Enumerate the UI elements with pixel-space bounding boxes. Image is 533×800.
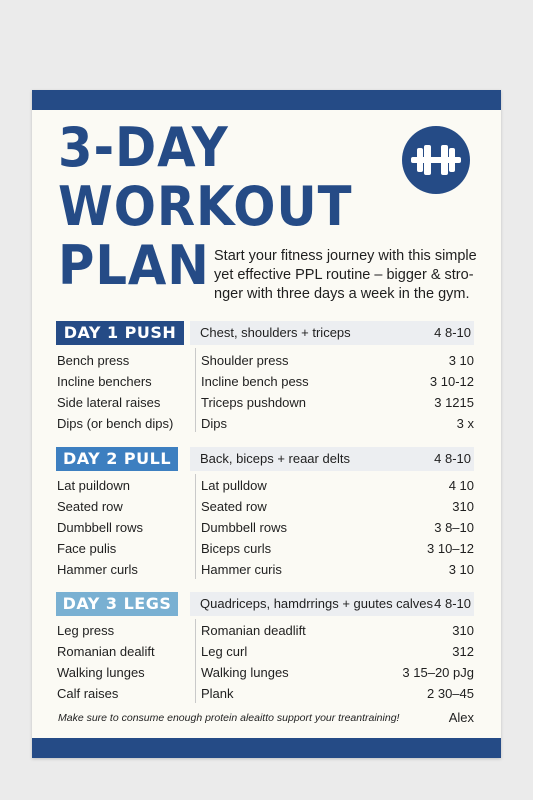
table-row (56, 559, 474, 580)
day-1-label: DAY 1 PUSH (56, 321, 184, 345)
exercise-primary: Dips (or bench dips) (57, 416, 174, 431)
table-row (56, 517, 474, 538)
intro-line: yet effective PPL routine – bigger & stro- (214, 267, 474, 283)
day-3-sets: 4 8-10 (434, 596, 471, 611)
day-3-header (56, 592, 474, 616)
exercise-secondary: Romanian deadlift (201, 623, 306, 638)
title-line: WORKOUT (58, 175, 353, 238)
sets-reps: 3 10-12 (429, 374, 474, 389)
exercise-secondary: Leg curl (201, 644, 248, 659)
day-3-bar (190, 592, 474, 616)
sets-reps: 3 15–20 pJg (402, 665, 474, 680)
exercise-primary: Leg press (57, 623, 115, 638)
exercise-secondary: Dips (201, 416, 228, 431)
sets-reps: 312 (452, 644, 474, 659)
dumbbell-icon (402, 126, 470, 194)
workout-poster (32, 90, 501, 758)
exercise-secondary: Triceps pushdown (201, 395, 307, 410)
sets-reps: 3 10 (448, 353, 474, 368)
exercise-secondary: Seated row (201, 499, 267, 514)
table-row (56, 413, 474, 434)
day-2-header (56, 447, 474, 471)
sets-reps: 4 10 (448, 478, 474, 493)
table-row (56, 371, 474, 392)
exercise-primary: Romanian dealift (57, 644, 155, 659)
exercise-primary: Bench press (57, 353, 130, 368)
exercise-primary: Face pulis (57, 541, 117, 556)
exercise-secondary: Lat pulldow (201, 478, 267, 493)
exercise-secondary: Shoulder press (201, 353, 289, 368)
day-2-sets: 4 8-10 (434, 451, 471, 466)
sets-reps: 3 10–12 (427, 541, 474, 556)
day-2-bar (190, 447, 474, 471)
table-row (56, 662, 474, 683)
intro-line: Start your fitness journey with this simple (214, 248, 477, 264)
day-3-focus: Quadriceps, hamdrrings + guutes calves (200, 596, 434, 611)
sets-reps: 3 10 (448, 562, 474, 577)
exercise-secondary: Walking lunges (201, 665, 289, 680)
table-row (56, 350, 474, 371)
exercise-primary: Calf raises (57, 686, 119, 701)
table-row (56, 620, 474, 641)
intro-line: nger with three days a week in the gym. (214, 286, 470, 302)
footer-note: Make sure to consume enough protein aleaitto support your treantraining! (58, 712, 400, 724)
day-1-bar (190, 321, 474, 345)
exercise-primary: Lat puildown (57, 478, 130, 493)
exercise-secondary: Biceps curls (201, 541, 272, 556)
day-2-focus: Back, biceps + reaar delts (200, 451, 350, 466)
day-1-sets: 4 8-10 (434, 325, 471, 340)
top-band (32, 90, 501, 110)
exercise-primary: Hammer curls (57, 562, 138, 577)
table-row (56, 641, 474, 662)
sets-reps: 310 (452, 623, 474, 638)
title-line: 3-DAY (58, 116, 229, 179)
exercise-secondary: Incline bench pess (201, 374, 309, 389)
day-1-header (56, 321, 474, 345)
sets-reps: 2 30–45 (427, 686, 474, 701)
day-1-focus: Chest, shoulders + triceps (200, 325, 351, 340)
table-row (56, 538, 474, 559)
dumbbell-icon-graphic (402, 126, 470, 194)
sets-reps: 3 1215 (434, 395, 474, 410)
exercise-primary: Walking lunges (57, 665, 145, 680)
exercise-primary: Side lateral raises (57, 395, 161, 410)
exercise-primary: Incline benchers (57, 374, 152, 389)
intro-text (214, 247, 489, 304)
exercise-secondary: Dumbbell rows (201, 520, 287, 535)
table-row (56, 475, 474, 496)
sets-reps: 3 x (456, 416, 474, 431)
signature: Alex (448, 710, 474, 725)
exercise-primary: Dumbbell rows (57, 520, 143, 535)
exercise-primary: Seated row (57, 499, 123, 514)
day-3-label: DAY 3 LEGS (56, 592, 178, 616)
title-line: PLAN (58, 234, 210, 297)
bottom-band (32, 738, 501, 758)
table-row (56, 683, 474, 704)
table-row (56, 496, 474, 517)
day-2-label: DAY 2 PULL (56, 447, 178, 471)
table-row (56, 392, 474, 413)
exercise-secondary: Plank (201, 686, 234, 701)
sets-reps: 310 (452, 499, 474, 514)
exercise-secondary: Hammer curis (201, 562, 282, 577)
sets-reps: 3 8–10 (434, 520, 474, 535)
